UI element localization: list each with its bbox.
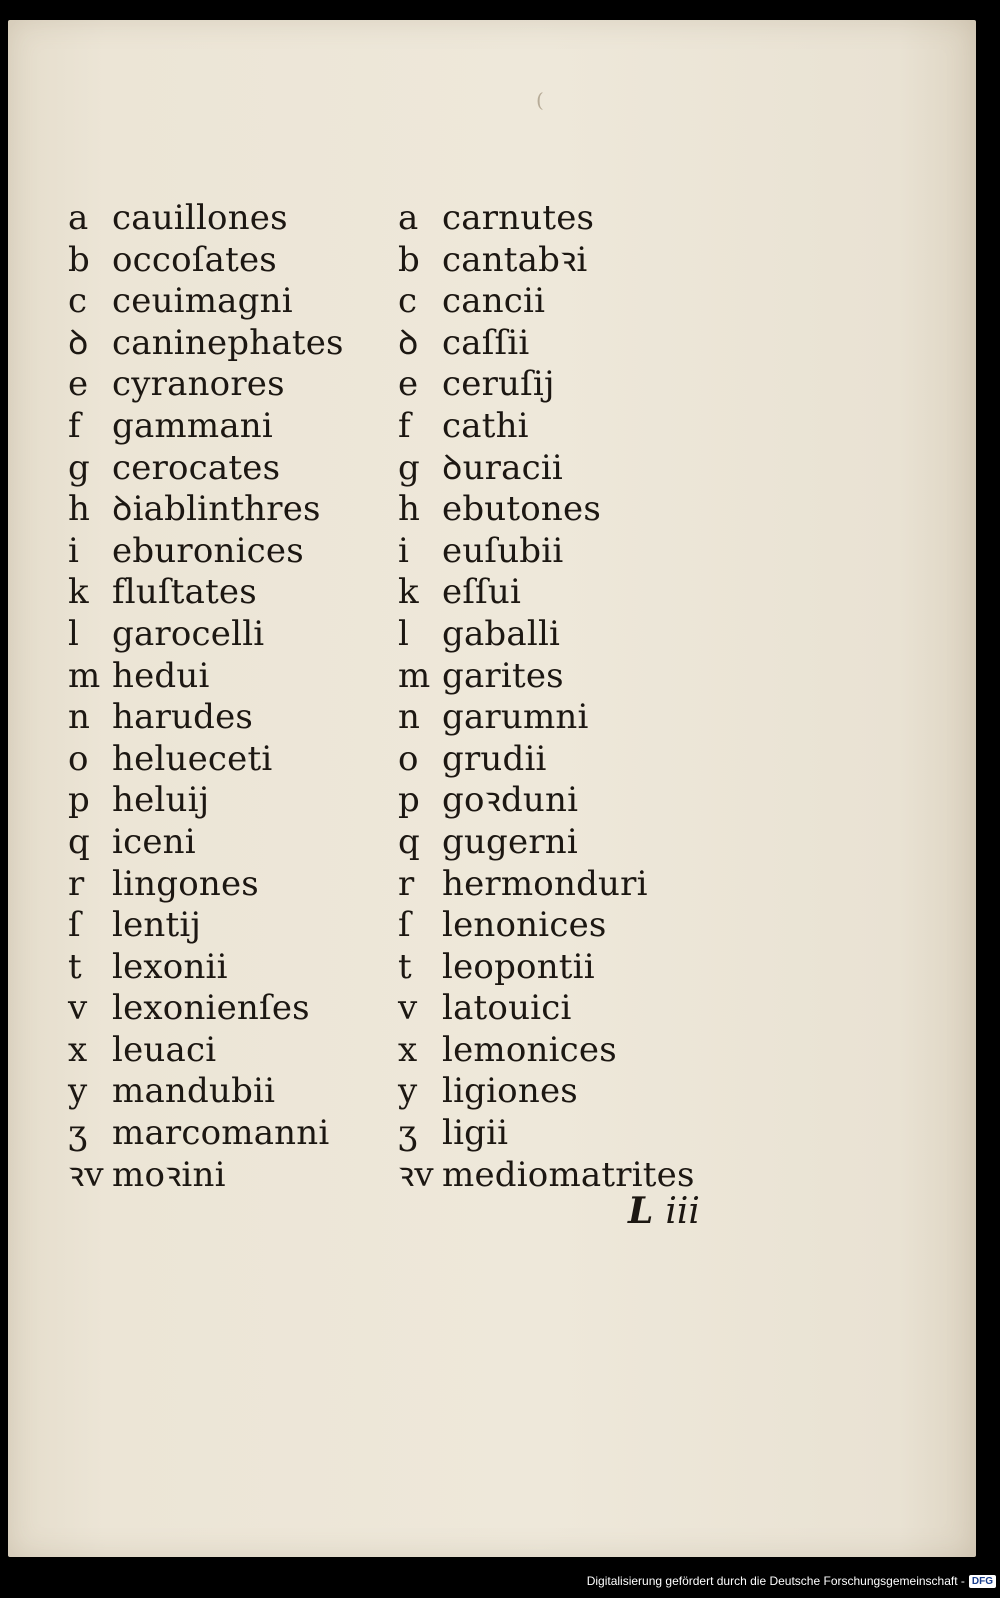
item-letter: p (398, 780, 420, 821)
list-item (68, 240, 344, 282)
list-item (398, 281, 695, 323)
item-name: ꝺuracii (442, 447, 563, 488)
item-name: lexonii (112, 946, 228, 987)
list-item (398, 905, 695, 947)
item-letter: ſ (398, 905, 411, 946)
item-letter: l (68, 613, 80, 654)
list-item (398, 947, 695, 989)
dfg-badge: DFG (969, 1575, 996, 1588)
list-item (398, 822, 695, 864)
list-item (398, 489, 695, 531)
list-item (68, 323, 344, 365)
list-item (68, 281, 344, 323)
item-name: caſſii (442, 322, 530, 363)
list-item (398, 198, 695, 240)
item-name: lentij (112, 905, 202, 946)
item-name: eſſui (442, 572, 522, 613)
item-letter: o (68, 738, 89, 779)
item-name: occoſates (112, 239, 277, 280)
list-item (398, 697, 695, 739)
item-letter: t (398, 946, 412, 987)
item-letter: l (398, 613, 410, 654)
list-item (68, 822, 344, 864)
item-name: ceuimagni (112, 281, 293, 322)
item-name: harudes (112, 697, 254, 738)
left-column (68, 198, 344, 1196)
item-letter: t (68, 946, 82, 987)
list-item (68, 1113, 344, 1155)
list-item (68, 739, 344, 781)
item-letter: ꝛv (398, 1154, 434, 1195)
item-letter: h (398, 489, 421, 530)
item-name: latouici (442, 988, 572, 1029)
item-letter: x (398, 1029, 418, 1070)
item-name: marcomanni (112, 1113, 330, 1154)
list-item (398, 1071, 695, 1113)
item-letter: ʒ (398, 1113, 418, 1154)
list-item (398, 864, 695, 906)
list-item (398, 448, 695, 490)
list-item (398, 1113, 695, 1155)
item-name: cantabꝛi (442, 239, 588, 280)
list-item (398, 780, 695, 822)
item-letter: ſ (68, 905, 81, 946)
right-column (398, 198, 695, 1196)
item-name: cathi (442, 405, 529, 446)
list-item (68, 572, 344, 614)
item-name: fluſtates (112, 572, 257, 613)
footer-credit (587, 1568, 996, 1594)
footer-credit-text: Digitalisierung gefördert durch die Deutsche Forschungsgemeinschaft - (586, 1574, 965, 1588)
item-name: gugerni (442, 821, 578, 862)
item-letter: n (68, 697, 91, 738)
list-item (398, 614, 695, 656)
item-name: lemonices (442, 1029, 617, 1070)
item-name: helueceti (112, 738, 273, 779)
item-letter: b (68, 239, 90, 280)
item-letter: i (398, 530, 410, 571)
list-item (68, 489, 344, 531)
item-name: lingones (112, 863, 259, 904)
item-letter: y (398, 1071, 418, 1112)
item-name: gaballi (442, 613, 561, 654)
item-letter: n (398, 697, 421, 738)
list-item (68, 697, 344, 739)
list-item (68, 1071, 344, 1113)
item-letter: v (68, 988, 88, 1029)
item-letter: v (398, 988, 418, 1029)
list-item (68, 1155, 344, 1197)
list-item (68, 614, 344, 656)
item-letter: c (68, 281, 88, 322)
item-letter: q (68, 821, 90, 862)
item-name: euſubii (442, 530, 564, 571)
item-letter: ꝺ (398, 322, 419, 363)
list-item (68, 864, 344, 906)
item-name: ꝺiablinthres (112, 489, 321, 530)
list-item (68, 448, 344, 490)
list-item (398, 531, 695, 573)
item-letter: q (398, 821, 420, 862)
item-name: garites (442, 655, 564, 696)
item-name: lexonienſes (112, 988, 310, 1029)
item-name: ceruſij (442, 364, 555, 405)
item-letter: k (398, 572, 419, 613)
item-name: cyranores (112, 364, 285, 405)
list-item (68, 905, 344, 947)
item-name: cauillones (112, 198, 288, 238)
item-letter: g (68, 447, 90, 488)
item-name: eburonices (112, 530, 304, 571)
item-letter: e (68, 364, 89, 405)
list-item (68, 198, 344, 240)
item-letter: r (398, 863, 415, 904)
item-name: leuaci (112, 1029, 217, 1070)
list-item (398, 323, 695, 365)
item-name: grudii (442, 738, 547, 779)
signature-letter: L (628, 1190, 654, 1232)
item-name: hedui (112, 655, 210, 696)
list-item (68, 406, 344, 448)
list-item (68, 1030, 344, 1072)
item-name: moꝛini (112, 1154, 226, 1195)
list-item (398, 364, 695, 406)
list-item (68, 988, 344, 1030)
item-name: goꝛduni (442, 780, 579, 821)
list-item (398, 656, 695, 698)
item-name: ligiones (442, 1071, 578, 1112)
item-name: cerocates (112, 447, 281, 488)
item-name: ebutones (442, 489, 601, 530)
list-item (398, 739, 695, 781)
item-name: iceni (112, 821, 196, 862)
item-name: heluij (112, 780, 210, 821)
item-letter: r (68, 863, 85, 904)
stray-mark: ( (536, 88, 544, 112)
item-letter: i (68, 530, 80, 571)
signature-mark (628, 1190, 700, 1232)
item-name: mandubii (112, 1071, 276, 1112)
item-name: cancii (442, 281, 546, 322)
item-letter: e (398, 364, 419, 405)
book-page (8, 20, 976, 1557)
list-item (398, 572, 695, 614)
item-name: garocelli (112, 613, 265, 654)
item-letter: o (398, 738, 419, 779)
item-letter: a (68, 198, 89, 238)
item-letter: y (68, 1071, 88, 1112)
item-letter: k (68, 572, 89, 613)
item-letter: a (398, 198, 419, 238)
list-item (68, 531, 344, 573)
item-letter: c (398, 281, 418, 322)
list-item (68, 780, 344, 822)
item-name: carnutes (442, 198, 595, 238)
item-name: ligii (442, 1113, 509, 1154)
item-letter: m (68, 655, 101, 696)
item-letter: m (398, 655, 431, 696)
item-name: gammani (112, 405, 273, 446)
list-item (398, 240, 695, 282)
item-letter: ꝺ (68, 322, 89, 363)
item-letter: p (68, 780, 90, 821)
item-letter: g (398, 447, 420, 488)
item-name: mediomatrites (442, 1154, 695, 1195)
item-name: hermonduri (442, 863, 648, 904)
list-item (68, 656, 344, 698)
list-item (68, 947, 344, 989)
list-item (68, 364, 344, 406)
item-letter: x (68, 1029, 88, 1070)
item-letter: h (68, 489, 91, 530)
list-item (398, 406, 695, 448)
item-name: leopontii (442, 946, 595, 987)
item-name: lenonices (442, 905, 607, 946)
item-letter: f (68, 405, 81, 446)
list-item (398, 988, 695, 1030)
item-name: garumni (442, 697, 589, 738)
item-letter: f (398, 405, 411, 446)
item-name: caninephates (112, 322, 344, 363)
item-letter: ꝛv (68, 1154, 104, 1195)
item-letter: ʒ (68, 1113, 88, 1154)
item-letter: b (398, 239, 420, 280)
list-item (398, 1030, 695, 1072)
signature-number: iii (665, 1191, 700, 1232)
